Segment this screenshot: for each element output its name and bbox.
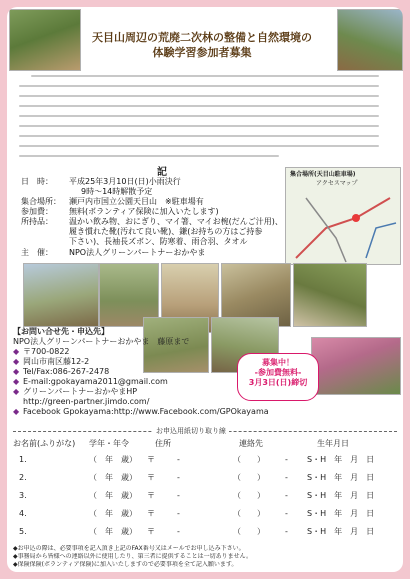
cut-line-label: お申込用紙切り取り線 bbox=[153, 427, 229, 436]
note-3: ◆保険保険(ボランティア保険)に加入いたしますので必要事項を全て記入願います。 bbox=[13, 561, 238, 568]
contact-facebook[interactable]: Facebook Gpokayama:http://www.Facebook.com/GPOkayama bbox=[23, 407, 269, 416]
note-1: ◆お申込の際は、必要事項を記入頂き上記のFAX番号又はメールでお申し込み下さい。 bbox=[13, 545, 245, 552]
page-title: 天目山周辺の荒廃二次林の整備と自然環境の bbox=[92, 31, 312, 44]
fee-value: 無料(ボランティア保険に加入いたします) bbox=[69, 207, 219, 216]
contact-heading: 【お問い合せ先・申込先】 bbox=[13, 327, 109, 336]
row-number: 2. bbox=[19, 473, 27, 482]
phone-field[interactable]: （ ） - bbox=[233, 509, 288, 518]
date-value: 平成25年3月10日(日)小雨決行 bbox=[69, 177, 181, 186]
bullet-icon: ◆ bbox=[13, 357, 20, 366]
row-number: 5. bbox=[19, 527, 27, 536]
postal-mark: 〒 bbox=[147, 527, 155, 536]
postal-mark: 〒 bbox=[147, 509, 155, 518]
note-2: ◆事務局から皆様への連絡以外に使用したり、第三者に提供することは一切ありません。 bbox=[13, 553, 252, 560]
flyer-page bbox=[7, 7, 403, 572]
address-dash: - bbox=[177, 509, 180, 518]
contact-postal: 〒700-0822 bbox=[23, 347, 70, 356]
birthday-field[interactable]: S・H 年 月 日 bbox=[307, 473, 375, 482]
col-name: お名前(ふりがな) bbox=[13, 439, 76, 448]
contact-section bbox=[13, 327, 273, 415]
contact-email[interactable]: E-mail:gpokayama2011@gmail.com bbox=[23, 377, 168, 386]
activity-photo-1 bbox=[23, 263, 99, 327]
organizer-value: NPO法人グリーンパートナーおかやま bbox=[69, 248, 206, 257]
page-subtitle: 体験学習参加者募集 bbox=[152, 46, 252, 59]
col-birthday: 生年月日 bbox=[317, 439, 349, 448]
grade-field[interactable]: （ 年 歳） bbox=[89, 455, 137, 464]
forest-photo-top-right bbox=[337, 9, 403, 71]
bullet-icon: ◆ bbox=[13, 367, 20, 376]
grade-field[interactable]: （ 年 歳） bbox=[89, 527, 137, 536]
contact-org: NPO法人グリーンパートナーおかやま 藤原まで bbox=[13, 337, 190, 346]
event-heading: 記 bbox=[157, 167, 167, 178]
contact-address: 岡山市南区藤12-2 bbox=[23, 357, 90, 366]
row-number: 4. bbox=[19, 509, 27, 518]
map-title: 集合場所(天目山駐車場) bbox=[290, 171, 356, 178]
col-address: 住所 bbox=[155, 439, 171, 448]
map-subtitle: アクセスマップ bbox=[316, 180, 358, 187]
time-value: 9時〜14時解散予定 bbox=[81, 187, 153, 196]
birthday-field[interactable]: S・H 年 月 日 bbox=[307, 491, 375, 500]
phone-field[interactable]: （ ） - bbox=[233, 455, 288, 464]
items-line2: 履き慣れた靴(汚れて良い靴)、鎌(お持ちの方はご持参 bbox=[69, 227, 263, 236]
col-grade: 学年・年令 bbox=[89, 439, 129, 448]
grade-field[interactable]: （ 年 歳） bbox=[89, 491, 137, 500]
contact-telfax: Tel/Fax:086-267-2478 bbox=[23, 367, 110, 376]
bullet-icon: ◆ bbox=[13, 377, 20, 386]
row-number: 1. bbox=[19, 455, 27, 464]
birthday-field[interactable]: S・H 年 月 日 bbox=[307, 509, 375, 518]
meeting-value: 瀬戸内市国立公園天目山 ※駐車場有 bbox=[69, 197, 204, 206]
items-line3: 下さい)、長袖長ズボン、防寒着、雨合羽、タオル bbox=[69, 237, 248, 246]
activity-photo-5 bbox=[293, 263, 367, 327]
callout-line2: -参加費無料- bbox=[254, 368, 302, 377]
address-dash: - bbox=[177, 473, 180, 482]
contact-hp-label: グリーンパートナーおかやまHP bbox=[23, 387, 138, 396]
cut-line bbox=[13, 427, 397, 437]
birthday-field[interactable]: S・H 年 月 日 bbox=[307, 527, 375, 536]
meeting-label: 集合場所： bbox=[21, 197, 61, 206]
postal-mark: 〒 bbox=[147, 491, 155, 500]
bullet-icon: ◆ bbox=[13, 347, 20, 356]
phone-field[interactable]: （ ） - bbox=[233, 473, 288, 482]
address-dash: - bbox=[177, 455, 180, 464]
callout-line1: 募集中！ bbox=[262, 358, 294, 367]
items-value: 温かい飲み物、おにぎり、マイ箸、マイお椀(だんご汁用)、 bbox=[69, 217, 283, 226]
phone-field[interactable]: （ ） - bbox=[233, 491, 288, 500]
postal-mark: 〒 bbox=[147, 455, 155, 464]
organizer-label: 主 催： bbox=[21, 248, 53, 257]
address-dash: - bbox=[177, 527, 180, 536]
bullet-icon: ◆ bbox=[13, 387, 20, 396]
callout-line3: 3月3日(日)締切 bbox=[248, 378, 308, 387]
address-dash: - bbox=[177, 491, 180, 500]
bullet-icon: ◆ bbox=[13, 407, 20, 416]
postal-mark: 〒 bbox=[147, 473, 155, 482]
items-label: 所持品： bbox=[21, 217, 53, 226]
access-map bbox=[285, 167, 401, 265]
date-label: 日 時： bbox=[21, 177, 53, 186]
map-drawing bbox=[286, 168, 400, 264]
contact-hp-url[interactable]: http://green-partner.jimdo.com/ bbox=[23, 397, 150, 406]
phone-field[interactable]: （ ） - bbox=[233, 527, 288, 536]
recruit-callout bbox=[237, 353, 319, 401]
row-number: 3. bbox=[19, 491, 27, 500]
fee-label: 参加費： bbox=[21, 207, 53, 216]
notes-section bbox=[13, 545, 397, 569]
col-phone: 連絡先 bbox=[239, 439, 263, 448]
grade-field[interactable]: （ 年 歳） bbox=[89, 473, 137, 482]
activity-photo-8 bbox=[311, 337, 401, 395]
birthday-field[interactable]: S・H 年 月 日 bbox=[307, 455, 375, 464]
grade-field[interactable]: （ 年 歳） bbox=[89, 509, 137, 518]
